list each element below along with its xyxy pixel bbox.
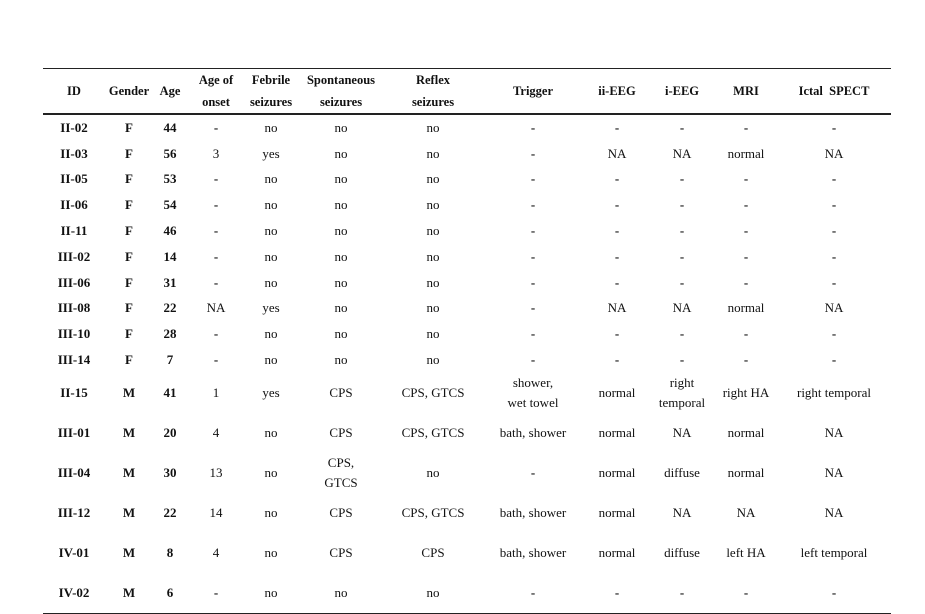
header-reflex-seizures — [385, 69, 481, 115]
table-row — [43, 533, 891, 573]
header-reflex-line1: Reflex — [415, 73, 450, 87]
table-row — [43, 296, 891, 322]
mri-cell: - — [743, 326, 749, 342]
febrile-cell: no — [264, 197, 278, 213]
febrile-cell: no — [264, 424, 278, 440]
table-row — [43, 218, 891, 244]
gender-cell: F — [125, 145, 133, 161]
i-eeg-cell: - — [679, 326, 685, 342]
id-cell: II-02 — [60, 119, 88, 135]
spontaneous-cell: no — [334, 274, 348, 290]
onset-cell: - — [213, 119, 219, 135]
table-row — [43, 141, 891, 167]
i-eeg-cell: - — [679, 274, 685, 290]
i-eeg-cell: - — [679, 352, 685, 368]
reflex-cell: no — [426, 223, 440, 239]
febrile-cell: no — [264, 171, 278, 187]
id-cell: III-06 — [57, 274, 91, 290]
age-cell: 46 — [163, 223, 177, 239]
spect-cell: NA — [824, 464, 844, 480]
reflex-cell: CPS, GTCS — [401, 424, 465, 440]
spontaneous-cell: no — [334, 223, 348, 239]
trigger-cell: - — [530, 352, 536, 368]
spect-cell: NA — [824, 424, 844, 440]
onset-cell: - — [213, 248, 219, 264]
gender-cell: M — [122, 464, 136, 480]
i-eeg-cell: NA — [672, 145, 692, 161]
reflex-cell: no — [426, 145, 440, 161]
table-row — [43, 573, 891, 614]
table-row — [43, 347, 891, 373]
i-eeg-cell: NA — [672, 300, 692, 316]
reflex-cell: no — [426, 326, 440, 342]
onset-cell: - — [213, 584, 219, 600]
spontaneous-cell: no — [334, 584, 348, 600]
mri-cell: - — [743, 223, 749, 239]
trigger-cell: bath, shower — [499, 544, 567, 560]
febrile-cell: no — [264, 248, 278, 264]
header-febrile-seizures — [245, 69, 297, 115]
gender-cell: M — [122, 384, 136, 400]
trigger-cell-line1: shower, — [512, 374, 554, 390]
trigger-cell: - — [530, 300, 536, 316]
i-eeg-cell-line1: right — [669, 374, 695, 390]
id-cell: IV-02 — [58, 584, 90, 600]
gender-cell: F — [125, 352, 133, 368]
spect-cell: NA — [824, 504, 844, 520]
gender-cell: M — [122, 504, 136, 520]
trigger-cell: - — [530, 119, 536, 135]
trigger-cell: bath, shower — [499, 424, 567, 440]
id-cell: II-15 — [60, 384, 88, 400]
gender-cell: F — [125, 248, 133, 264]
mri-cell: normal — [727, 300, 765, 316]
febrile-cell: no — [264, 504, 278, 520]
i-eeg-cell: - — [679, 197, 685, 213]
spontaneous-cell: no — [334, 197, 348, 213]
gender-cell: F — [125, 326, 133, 342]
spontaneous-cell: no — [334, 119, 348, 135]
ii-eeg-cell: NA — [607, 300, 627, 316]
i-eeg-cell: - — [679, 584, 685, 600]
id-cell: III-14 — [57, 352, 91, 368]
spontaneous-cell: CPS — [329, 544, 353, 560]
id-cell: II-11 — [60, 223, 88, 239]
reflex-cell: no — [426, 352, 440, 368]
reflex-cell: no — [426, 197, 440, 213]
spect-cell: - — [831, 223, 837, 239]
table-row — [43, 321, 891, 347]
i-eeg-cell: NA — [672, 424, 692, 440]
trigger-cell: - — [530, 171, 536, 187]
header-age-of-onset-line2: onset — [202, 95, 230, 109]
reflex-cell: no — [426, 171, 440, 187]
febrile-cell: no — [264, 223, 278, 239]
gender-cell: F — [125, 274, 133, 290]
header-i-eeg: i-EEG — [664, 84, 700, 98]
spect-cell: - — [831, 326, 837, 342]
febrile-cell: no — [264, 274, 278, 290]
table-header-row — [43, 69, 891, 115]
gender-cell: F — [125, 119, 133, 135]
spontaneous-cell-line2: GTCS — [324, 474, 358, 490]
mri-cell: - — [743, 248, 749, 264]
mri-cell: normal — [727, 464, 765, 480]
spontaneous-cell: no — [334, 171, 348, 187]
table-row — [43, 453, 891, 493]
onset-cell: 4 — [212, 544, 220, 560]
i-eeg-cell-line2: temporal — [658, 394, 706, 410]
febrile-cell: no — [264, 326, 278, 342]
table-row — [43, 373, 891, 413]
age-cell: 44 — [163, 119, 177, 135]
spontaneous-cell: CPS — [329, 384, 353, 400]
header-ictal-spect: Ictal SPECT — [798, 84, 870, 98]
reflex-cell: no — [426, 300, 440, 316]
age-cell: 30 — [163, 464, 177, 480]
header-trigger: Trigger — [512, 84, 554, 98]
reflex-cell: no — [426, 274, 440, 290]
id-cell: II-06 — [60, 197, 88, 213]
header-reflex-line2: seizures — [411, 95, 455, 109]
reflex-cell: no — [426, 464, 440, 480]
table-row — [43, 413, 891, 453]
mri-cell: NA — [736, 504, 756, 520]
onset-cell: NA — [206, 300, 226, 316]
spontaneous-cell — [297, 453, 385, 493]
header-mri: MRI — [733, 84, 759, 98]
age-cell: 56 — [163, 145, 177, 161]
patient-table-container — [43, 68, 891, 614]
onset-cell: 13 — [209, 464, 223, 480]
table-row — [43, 192, 891, 218]
spontaneous-cell: CPS — [329, 424, 353, 440]
table-row — [43, 270, 891, 296]
spect-cell: left temporal — [800, 544, 868, 560]
header-febrile-line2: seizures — [249, 95, 293, 109]
mri-cell: right HA — [722, 384, 770, 400]
ii-eeg-cell: - — [614, 197, 620, 213]
id-cell: III-02 — [57, 248, 91, 264]
age-cell: 22 — [163, 504, 177, 520]
spontaneous-cell: no — [334, 352, 348, 368]
age-cell: 28 — [163, 326, 177, 342]
ii-eeg-cell: normal — [598, 504, 636, 520]
header-age-of-onset — [187, 69, 245, 115]
table-body — [43, 114, 891, 613]
spect-cell: - — [831, 171, 837, 187]
gender-cell: F — [125, 171, 133, 187]
spect-cell: NA — [824, 300, 844, 316]
spect-cell: - — [831, 274, 837, 290]
header-ii-eeg: ii-EEG — [598, 84, 636, 98]
age-cell: 41 — [163, 384, 177, 400]
spontaneous-cell: no — [334, 326, 348, 342]
mri-cell: - — [743, 584, 749, 600]
gender-cell: F — [125, 197, 133, 213]
spontaneous-cell-line1: CPS, — [327, 454, 355, 470]
age-cell: 20 — [163, 424, 177, 440]
spontaneous-cell: no — [334, 248, 348, 264]
trigger-cell: - — [530, 274, 536, 290]
i-eeg-cell: - — [679, 223, 685, 239]
ii-eeg-cell: - — [614, 352, 620, 368]
febrile-cell: yes — [262, 384, 280, 400]
spect-cell: - — [831, 119, 837, 135]
mri-cell: normal — [727, 424, 765, 440]
ii-eeg-cell: - — [614, 326, 620, 342]
reflex-cell: no — [426, 248, 440, 264]
onset-cell: - — [213, 223, 219, 239]
ii-eeg-cell: normal — [598, 384, 636, 400]
spontaneous-cell: no — [334, 145, 348, 161]
header-spontaneous-seizures — [297, 69, 385, 115]
trigger-cell-line2: wet towel — [507, 394, 559, 410]
ii-eeg-cell: - — [614, 584, 620, 600]
header-febrile-line1: Febrile — [251, 73, 291, 87]
age-cell: 22 — [163, 300, 177, 316]
febrile-cell: yes — [262, 300, 280, 316]
onset-cell: 14 — [209, 504, 223, 520]
onset-cell: - — [213, 274, 219, 290]
spect-cell: - — [831, 352, 837, 368]
spect-cell: - — [831, 248, 837, 264]
age-cell: 7 — [166, 352, 174, 368]
trigger-cell: - — [530, 248, 536, 264]
ii-eeg-cell: - — [614, 248, 620, 264]
onset-cell: 1 — [212, 384, 220, 400]
id-cell: III-12 — [57, 504, 91, 520]
trigger-cell: - — [530, 326, 536, 342]
ii-eeg-cell: - — [614, 119, 620, 135]
reflex-cell: no — [426, 119, 440, 135]
header-spontaneous-line2: seizures — [319, 95, 363, 109]
header-id: ID — [67, 84, 81, 98]
spect-cell: right temporal — [796, 384, 871, 400]
febrile-cell: no — [264, 544, 278, 560]
age-cell: 8 — [166, 544, 174, 560]
id-cell: II-03 — [60, 145, 88, 161]
age-cell: 6 — [166, 584, 174, 600]
spontaneous-cell: no — [334, 300, 348, 316]
mri-cell: - — [743, 352, 749, 368]
header-age: Age — [159, 84, 181, 98]
ii-eeg-cell: - — [614, 274, 620, 290]
id-cell: III-10 — [57, 326, 91, 342]
table-row — [43, 493, 891, 533]
id-cell: IV-01 — [58, 544, 90, 560]
i-eeg-cell: diffuse — [664, 464, 700, 480]
spect-cell: NA — [824, 145, 844, 161]
trigger-cell: - — [530, 223, 536, 239]
gender-cell: M — [122, 424, 136, 440]
mri-cell: - — [743, 119, 749, 135]
ii-eeg-cell: - — [614, 223, 620, 239]
i-eeg-cell: NA — [672, 504, 692, 520]
trigger-cell: bath, shower — [499, 504, 567, 520]
i-eeg-cell: diffuse — [664, 544, 700, 560]
age-cell: 54 — [163, 197, 177, 213]
i-eeg-cell: - — [679, 119, 685, 135]
i-eeg-cell: - — [679, 248, 685, 264]
gender-cell: M — [122, 544, 136, 560]
age-cell: 14 — [163, 248, 177, 264]
spect-cell: - — [831, 584, 837, 600]
onset-cell: - — [213, 197, 219, 213]
gender-cell: M — [122, 584, 136, 600]
ii-eeg-cell: - — [614, 171, 620, 187]
onset-cell: - — [213, 171, 219, 187]
mri-cell: - — [743, 171, 749, 187]
trigger-cell: - — [530, 584, 536, 600]
spect-cell: - — [831, 197, 837, 213]
header-gender: Gender — [108, 84, 150, 98]
table-row — [43, 114, 891, 141]
febrile-cell: no — [264, 464, 278, 480]
mri-cell: - — [743, 274, 749, 290]
reflex-cell: CPS, GTCS — [401, 504, 465, 520]
gender-cell: F — [125, 223, 133, 239]
id-cell: III-04 — [57, 464, 91, 480]
i-eeg-cell — [649, 373, 715, 413]
ii-eeg-cell: normal — [598, 544, 636, 560]
mri-cell: - — [743, 197, 749, 213]
reflex-cell: CPS, GTCS — [401, 384, 465, 400]
ii-eeg-cell: normal — [598, 424, 636, 440]
ii-eeg-cell: NA — [607, 145, 627, 161]
header-age-of-onset-line1: Age of — [198, 73, 234, 87]
febrile-cell: yes — [262, 145, 280, 161]
ii-eeg-cell: normal — [598, 464, 636, 480]
trigger-cell: - — [530, 197, 536, 213]
table-row — [43, 244, 891, 270]
onset-cell: 4 — [212, 424, 220, 440]
mri-cell: left HA — [726, 544, 766, 560]
febrile-cell: no — [264, 119, 278, 135]
patient-table — [43, 68, 891, 614]
mri-cell: normal — [727, 145, 765, 161]
i-eeg-cell: - — [679, 171, 685, 187]
id-cell: III-01 — [57, 424, 91, 440]
header-spontaneous-line1: Spontaneous — [306, 73, 376, 87]
onset-cell: 3 — [212, 145, 220, 161]
age-cell: 31 — [163, 274, 177, 290]
onset-cell: - — [213, 326, 219, 342]
spontaneous-cell: CPS — [329, 504, 353, 520]
onset-cell: - — [213, 352, 219, 368]
febrile-cell: no — [264, 352, 278, 368]
trigger-cell: - — [530, 145, 536, 161]
trigger-cell: - — [530, 464, 536, 480]
table-row — [43, 167, 891, 193]
id-cell: III-08 — [57, 300, 91, 316]
reflex-cell: no — [426, 584, 440, 600]
gender-cell: F — [125, 300, 133, 316]
febrile-cell: no — [264, 584, 278, 600]
reflex-cell: CPS — [421, 544, 445, 560]
id-cell: II-05 — [60, 171, 88, 187]
trigger-cell — [481, 373, 585, 413]
age-cell: 53 — [163, 171, 177, 187]
